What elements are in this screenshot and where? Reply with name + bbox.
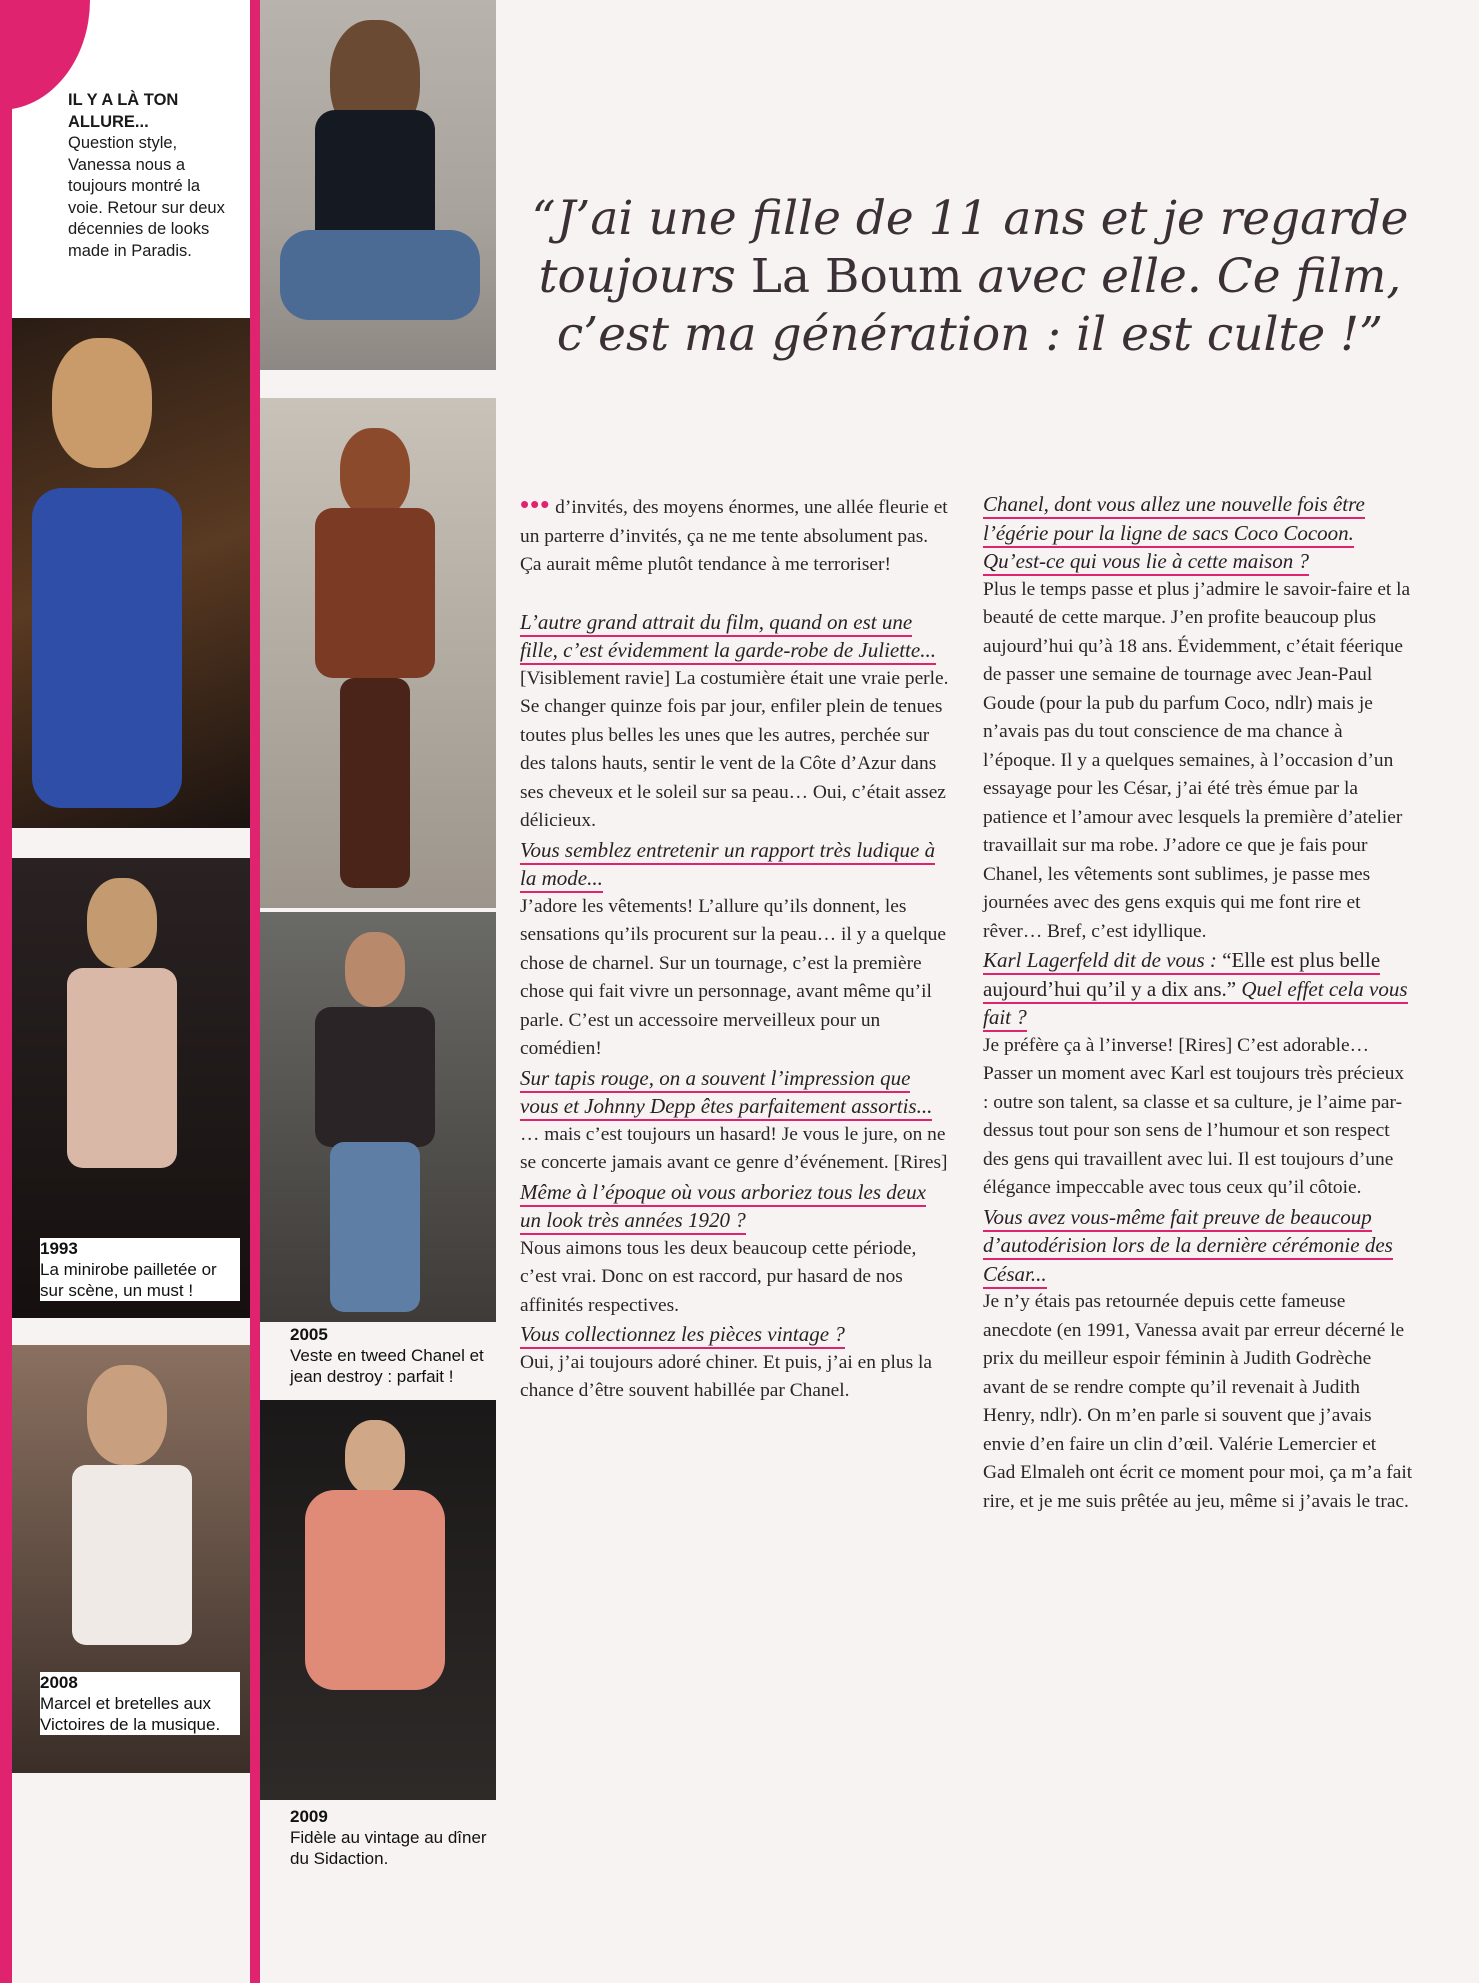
lead-dots: ••• — [520, 489, 551, 519]
question: Vous collectionnez les pièces vintage ? — [520, 1320, 950, 1349]
intro-text — [68, 90, 238, 262]
answer: J’adore les vêtements! L’allure qu’ils donnent, les sensations qu’ils procurent sur la peau… il y a quelque chose de charnel. Sur un tournage, c’est la première chose qui fait vivre un personnage, avant même qu’il parle. C’est un accessoire merveilleux pour un comédien! — [520, 895, 946, 1059]
question: Même à l’époque où vous arboriez tous les deux un look très années 1920 ? — [520, 1178, 950, 1235]
caption-2008 — [40, 1672, 240, 1735]
quote-part2: avec elle. Ce film, c’est ma génération : il est culte !” — [556, 249, 1402, 362]
caption-text: La minirobe pailletée or sur scène, un must ! — [40, 1260, 217, 1300]
photo-brown-jacket — [260, 398, 496, 908]
column-right — [983, 490, 1413, 1516]
pink-band-left-top — [0, 0, 12, 1983]
question: Sur tapis rouge, on a souvent l’impression que vous et Johnny Depp êtes parfaitement assortis... — [520, 1064, 950, 1121]
photo-2005 — [260, 912, 496, 1322]
caption-2009 — [290, 1800, 490, 1869]
pull-quote — [520, 190, 1420, 364]
caption-text: Fidèle au vintage au dîner du Sidaction. — [290, 1828, 487, 1868]
question: Vous avez vous-même fait preuve de beaucoup d’autodérision lors de la dernière cérémonie des César... — [983, 1203, 1413, 1289]
answer: Plus le temps passe et plus j’admire le savoir-faire et la beauté de cette marque. J’en profite beaucoup plus aujourd’hui qu’à 18 ans. Évidemment, c’était féerique de passer une semaine de tournage avec Jean-Paul Goude (pour la pub du parfum Coco, ndlr) mais je n’avais pas du tout conscience de ma chance à l’époque. Il y a quelques semaines, à l’occasion d’un essayage pour les César, j’ai été très émue par la patience et l’amour avec lesquels la première d’atelier travaillait sur ma robe. J’adore ce que je fais pour Chanel, les vêtements sont sublimes, je passe mes journées avec des gens exquis qui me font rire et rêver… Bref, c’est idyllique. — [983, 578, 1411, 942]
photo-young-vanessa — [260, 0, 496, 370]
intro-title: IL Y A LÀ TON ALLURE... — [68, 91, 179, 131]
quote-film-title: La Boum — [750, 249, 963, 304]
photo-blue-dress — [12, 318, 250, 828]
question: L’autre grand attrait du film, quand on est une fille, c’est évidemment la garde-robe de Juliette... — [520, 608, 950, 665]
caption-text: Veste en tweed Chanel et jean destroy : parfait ! — [290, 1346, 484, 1386]
answer: Nous aimons tous les deux beaucoup cette période, c’est vrai. Donc on est raccord, pur hasard de nos affinités respectives. — [520, 1237, 917, 1316]
question: Chanel, dont vous allez une nouvelle fois être l’égérie pour la ligne de sacs Coco Cocoon. Qu’est-ce qui vous lie à cette maison ? — [983, 490, 1413, 576]
answer: … mais c’est toujours un hasard! Je vous le jure, on ne se concerte jamais avant ce genre d’événement. [Rires] — [520, 1123, 948, 1173]
intro-body: Question style, Vanessa nous a toujours montré la voie. Retour sur deux décennies de looks made in Paradis. — [68, 134, 225, 260]
caption-1993 — [40, 1238, 240, 1301]
photo-2009 — [260, 1400, 496, 1800]
pink-band-middle — [250, 0, 260, 1983]
column-left — [520, 490, 950, 1406]
answer: Je n’y étais pas retournée depuis cette fameuse anecdote (en 1991, Vanessa avait par erreur décerné le prix du meilleur espoir féminin à Judith Godrèche avant de se rendre compte qu’il revenait à Judith Henry, ndlr). On m’en parle si souvent que j’avais envie d’en faire un clin d’œil. Valérie Lemercier et Gad Elmaleh ont écrit ce moment pour moi, ça m’a fait rire, et je me suis prêtée au jeu, même si j’avais le trac. — [983, 1291, 1413, 1512]
caption-year: 1993 — [40, 1239, 78, 1258]
question: Karl Lagerfeld dit de vous : “Elle est plus belle aujourd’hui qu’il y a dix ans.” Quel effet cela vous fait ? — [983, 946, 1413, 1032]
caption-year: 2005 — [290, 1325, 328, 1344]
caption-year: 2008 — [40, 1673, 78, 1692]
question: Vous semblez entretenir un rapport très ludique à la mode... — [520, 836, 950, 893]
quote-part1: “J’ai une fille de 11 ans et je regarde toujours — [531, 191, 1409, 304]
answer: Je préfère ça à l’inverse! [Rires] C’est adorable… Passer un moment avec Karl est toujours très précieux : outre son talent, sa classe et sa culture, je l’aime par-dessus tout pour son sens de l’humour et son respect des gens qui travaillent avec lui. Il est toujours d’une élégance impeccable avec tous ceux qu’il côtoie. — [983, 1034, 1405, 1198]
caption-2005 — [290, 1322, 490, 1387]
lead-text: d’invités, des moyens énormes, une allée fleurie et un parterre d’invités, ça ne me tente absolument pas. Ça aurait même plutôt tendance à me terroriser! — [520, 497, 948, 575]
lead-paragraph — [520, 490, 950, 580]
answer: Oui, j’ai toujours adoré chiner. Et puis, j’ai en plus la chance d’être souvent habillée par Chanel. — [520, 1351, 932, 1401]
answer: [Visiblement ravie] La costumière était une vraie perle. Se changer quinze fois par jour, enfiler plein de tenues toutes plus belles les unes que les autres, perchée sur des talons hauts, sentir le vent de la Côte d’Azur dans ses cheveux et le soleil sur sa peau… Oui, c’était assez délicieux. — [520, 667, 949, 831]
caption-year: 2009 — [290, 1807, 328, 1826]
caption-text: Marcel et bretelles aux Victoires de la musique. — [40, 1694, 221, 1734]
